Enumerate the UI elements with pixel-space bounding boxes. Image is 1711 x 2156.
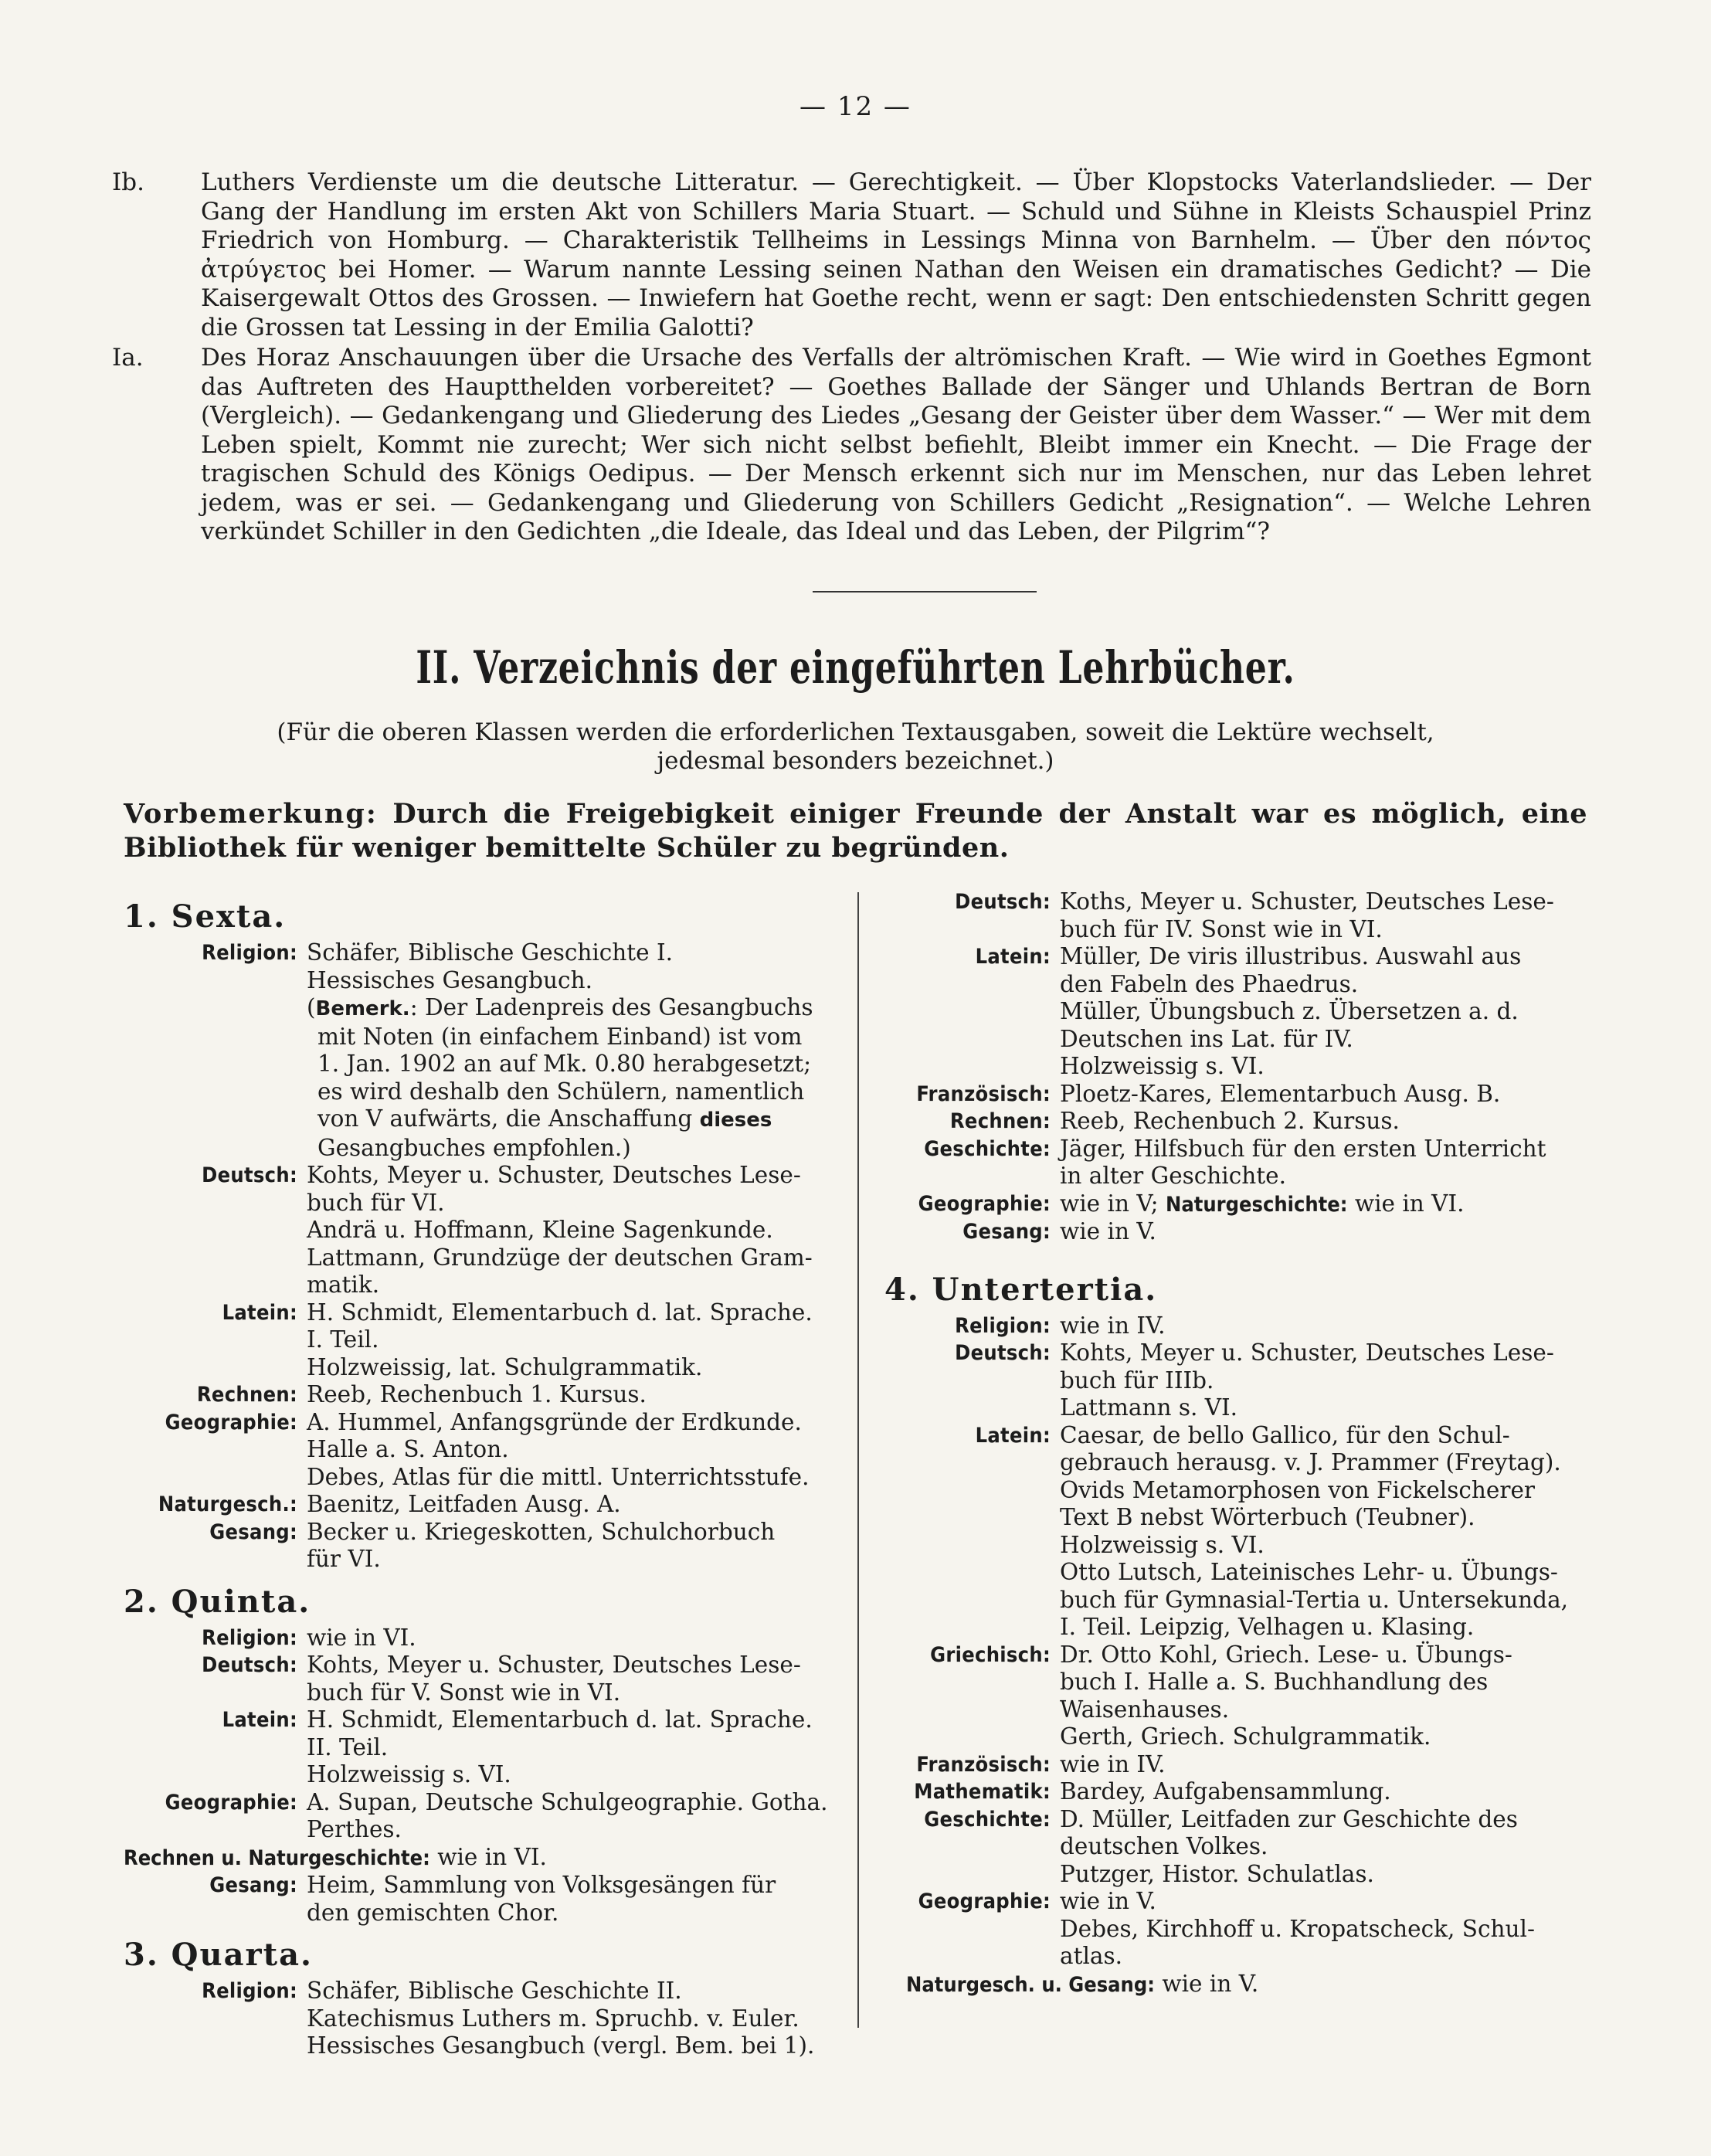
book-list	[307, 1491, 846, 1519]
preliminary-remark	[124, 797, 1587, 865]
book-line: atlas.	[1060, 1943, 1122, 1969]
book-line: Kohts, Meyer u. Schuster, Deutsches Lese-	[307, 1162, 801, 1188]
subject-entry	[884, 943, 1591, 1081]
book-line: wie in IV.	[1060, 1750, 1166, 1777]
subject-entry	[124, 1789, 846, 1844]
book-line: Ploetz-Kares, Elementarbuch Ausg. B.	[1060, 1080, 1501, 1107]
book-line: Katechismus Luthers m. Spruchb. v. Euler.	[307, 2005, 799, 2032]
subject-label: Latein:	[975, 1423, 1051, 1448]
subject-label: Deutsch:	[955, 890, 1051, 914]
subject-entry	[884, 888, 1591, 943]
book-line: Deutschen ins Lat. für IV.	[1060, 1025, 1353, 1052]
book-line: buch für VI.	[307, 1189, 445, 1216]
subtitle-line: jedesmal besonders bezeichnet.)	[657, 747, 1054, 775]
book-line: D. Müller, Leitfaden zur Geschichte des	[1060, 1805, 1518, 1832]
subject-label: Deutsch:	[202, 1653, 297, 1677]
subject-entry	[124, 1409, 846, 1492]
book-line: Dr. Otto Kohl, Griech. Lese- u. Übungs-	[1060, 1641, 1512, 1668]
book-list	[1060, 1312, 1591, 1340]
book-line: H. Schmidt, Elementarbuch d. lat. Sprache.	[307, 1299, 813, 1326]
book-line: Jäger, Hilfsbuch für den ersten Unterricht	[1060, 1135, 1546, 1162]
class-label: Ia.	[112, 344, 144, 372]
book-line: Reeb, Rechenbuch 2. Kursus.	[1060, 1108, 1400, 1134]
subject-label: Religion:	[202, 941, 297, 965]
book-text: wie in V.	[1162, 1970, 1259, 1997]
book-list	[1060, 1422, 1591, 1642]
book-line: den Fabeln des Phaedrus.	[1060, 970, 1359, 997]
book-line: Gerth, Griech. Schulgrammatik.	[1060, 1723, 1431, 1750]
subject-label: Naturgeschichte:	[1166, 1192, 1348, 1217]
subject-entry	[124, 1652, 846, 1706]
book-line: buch für IIIb.	[1060, 1367, 1214, 1394]
book-list	[1060, 943, 1591, 1081]
subject-entry	[884, 1971, 1591, 1999]
essay-topics-ib	[112, 168, 1591, 342]
book-line: Kohts, Meyer u. Schuster, Deutsches Lese-	[1060, 1339, 1554, 1366]
book-text: wie in VI.	[437, 1843, 547, 1870]
note-text: von V aufwärts, die Anschaffung	[317, 1105, 700, 1132]
book-list	[1060, 1888, 1591, 1971]
subject-entry	[124, 1491, 846, 1519]
subject-label: Rechnen:	[196, 1383, 297, 1407]
subject-label: Geographie:	[918, 1191, 1051, 1216]
subject-label: Griechisch:	[930, 1642, 1051, 1667]
book-list	[307, 1872, 846, 1927]
book-list	[307, 1299, 846, 1382]
subject-entry	[124, 1872, 846, 1927]
section-subtitle	[193, 718, 1518, 776]
book-line: Holzweissig s. VI.	[307, 1761, 511, 1788]
note-line: 1. Jan. 1902 an auf Mk. 0.80 herabgesetzt;	[317, 1051, 812, 1077]
book-list	[124, 1844, 846, 1872]
subject-label: Religion:	[202, 1625, 297, 1650]
book-list	[1060, 1190, 1591, 1219]
book-line: Holzweissig s. VI.	[1060, 1531, 1265, 1558]
book-text: wie in VI.	[1347, 1190, 1465, 1217]
note-label: Bemerk.	[315, 997, 410, 1020]
book-list	[307, 1162, 846, 1299]
book-line: Hessisches Gesangbuch.	[307, 966, 592, 993]
subject-entry	[884, 1806, 1591, 1889]
book-line: wie in V.	[1060, 1218, 1156, 1244]
book-line: Heim, Sammlung von Volksgesängen für	[307, 1872, 776, 1898]
book-line: Debes, Atlas für die mittl. Unterrichtsstufe.	[307, 1463, 810, 1490]
note-text: : Der Ladenpreis des Gesangbuchs	[409, 994, 813, 1020]
book-list	[307, 1652, 846, 1706]
book-line: Ovids Metamorphosen von Fickelscherer	[1060, 1476, 1536, 1503]
subject-label: Religion:	[955, 1313, 1051, 1338]
subject-label: Französisch:	[916, 1081, 1051, 1106]
book-line: wie in IV.	[1060, 1312, 1166, 1339]
book-line: Müller, De viris illustribus. Auswahl aus	[1060, 943, 1522, 969]
subject-label: Geographie:	[918, 1889, 1051, 1913]
book-line: Putzger, Histor. Schulatlas.	[1060, 1860, 1374, 1887]
book-line: den gemischten Chor.	[307, 1899, 559, 1926]
essay-topics	[112, 168, 1591, 548]
book-line: Müller, Übungsbuch z. Übersetzen a. d.	[1060, 998, 1519, 1024]
book-list	[307, 1409, 846, 1492]
subject-label: Naturgesch.:	[158, 1492, 297, 1516]
subject-label: Rechnen:	[949, 1109, 1051, 1133]
book-list	[307, 1789, 846, 1844]
book-line: Schäfer, Biblische Geschichte I.	[307, 939, 674, 966]
book-list	[307, 1978, 846, 2060]
subject-label: Deutsch:	[202, 1163, 297, 1187]
subject-entry	[884, 1136, 1591, 1190]
remark-text: Durch die Freigebigkeit einiger Freunde der Anstalt war es möglich, eine Bibliothek für weniger bemittelte Schüler zu begründen.	[124, 798, 1588, 864]
subject-entry	[884, 1751, 1591, 1779]
book-line: H. Schmidt, Elementarbuch d. lat. Sprache.	[307, 1706, 813, 1733]
subject-entry	[124, 1844, 846, 1872]
section-title: II. Verzeichnis der eingeführten Lehrbücher.	[416, 641, 1295, 694]
subject-entry	[884, 1218, 1591, 1246]
book-list	[1060, 1339, 1591, 1422]
subject-entry	[124, 1162, 846, 1299]
subject-label: Mathematik:	[914, 1780, 1051, 1804]
subject-entry	[884, 1190, 1591, 1219]
book-list	[1060, 1642, 1591, 1751]
essay-topics-ia	[112, 344, 1591, 547]
grade-title-quinta: 2. Quinta.	[124, 1583, 311, 1620]
book-line: Reeb, Rechenbuch 1. Kursus.	[307, 1381, 647, 1407]
book-line: Hessisches Gesangbuch (vergl. Bem. bei 1).	[307, 2032, 815, 2059]
book-line: I. Teil.	[307, 1326, 379, 1353]
right-column	[884, 888, 1591, 1998]
note-line: es wird deshalb den Schülern, namentlich	[317, 1078, 805, 1105]
book-line: Caesar, de bello Gallico, für den Schul-	[1060, 1421, 1510, 1448]
book-line	[124, 1844, 846, 1872]
book-line: gebrauch herausg. v. J. Prammer (Freytag).	[1060, 1449, 1561, 1475]
book-line: Andrä u. Hoffmann, Kleine Sagenkunde.	[307, 1217, 773, 1243]
subject-entry	[124, 1706, 846, 1789]
book-list	[1060, 1081, 1591, 1109]
subject-label: Deutsch:	[955, 1341, 1051, 1365]
book-line: Schäfer, Biblische Geschichte II.	[307, 1978, 682, 2004]
book-line: Bardey, Aufgabensammlung.	[1060, 1778, 1391, 1805]
subject-entry	[884, 1312, 1591, 1340]
book-list	[1060, 1806, 1591, 1889]
subject-entry	[124, 1299, 846, 1382]
book-list	[1060, 1778, 1591, 1806]
subject-label: Geographie:	[165, 1410, 297, 1435]
class-label: Ib.	[112, 168, 144, 196]
book-line: Text B nebst Wörterbuch (Teubner).	[1060, 1504, 1475, 1530]
book-line: A. Hummel, Anfangsgründe der Erdkunde.	[307, 1408, 802, 1435]
subject-entry	[884, 1888, 1591, 1971]
page-number: — 12 —	[799, 91, 912, 122]
essay-text: Luthers Verdienste um die deutsche Litteratur. — Gerechtigkeit. — Über Klopstocks Vaterlandslieder. — Der Gang der Handlung im ersten Akt von Schillers Maria Stuart. — Schuld und Sühne in Kleists Schauspiel Prinz Friedrich von Homburg. — Charakteristik Tellheims in Lessings Minna von Barnhelm. — Über den πόντος ἀτρύγετος bei Homer. — Warum nannte Lessing seinen Nathan den Weisen ein dramatisches Gedicht? — Die Kaisergewalt Ottos des Grossen. — Inwiefern hat Goethe recht, wenn er sagt: Den entschiedensten Schritt gegen die Grossen tat Lessing in der Emilia Galotti?	[201, 168, 1591, 341]
book-list	[307, 1625, 846, 1652]
left-column	[124, 888, 846, 2060]
book-line: Kohts, Meyer u. Schuster, Deutsches Lese-	[307, 1652, 801, 1678]
subject-label: Rechnen u. Naturgeschichte:	[124, 1845, 430, 1870]
subject-entry	[884, 1422, 1591, 1642]
subject-entry	[884, 1778, 1591, 1806]
subject-entry	[884, 1081, 1591, 1109]
book-line: Debes, Kirchhoff u. Kropatscheck, Schul-	[1060, 1915, 1535, 1942]
subject-label: Latein:	[222, 1708, 297, 1732]
book-list	[307, 1519, 846, 1574]
book-list	[307, 1706, 846, 1789]
book-line: Lattmann s. VI.	[1060, 1394, 1238, 1421]
book-line: deutschen Volkes.	[1060, 1833, 1268, 1859]
grade-title-untertertia: 4. Untertertia.	[884, 1271, 1158, 1308]
essay-text: Des Horaz Anschauungen über die Ursache des Verfalls der altrömischen Kraft. — Wie wird in Goethes Egmont das Auftreten des Hauptthelden vorbereitet? — Goethes Ballade der Sänger und Uhlands Bertran de Born (Vergleich). — Gedankengang und Gliederung des Liedes „Gesang der Geister über dem Wasser.“ — Wer mit dem Leben spielt, Kommt nie zurecht; Wer sich nicht selbst befiehlt, Bleibt immer ein Knecht. — Die Frage der tragischen Schuld des Königs Oedipus. — Der Mensch erkennt sich nur im Menschen, nur das Leben lehret jedem, was er sei. — Gedankengang und Gliederung von Schillers Gedicht „Resignation“. — Welche Lehren verkündet Schiller in den Gedichten „die Ideale, das Ideal und das Leben, der Pilgrim“?	[201, 344, 1591, 545]
book-list	[1060, 888, 1591, 943]
book-line: buch für V. Sonst wie in VI.	[307, 1679, 621, 1706]
book-line: Halle a. S. Anton.	[307, 1436, 509, 1462]
book-line	[906, 1971, 1591, 1999]
subject-label: Gesang:	[962, 1220, 1051, 1244]
book-line: II. Teil.	[307, 1733, 389, 1760]
book-line: buch I. Halle a. S. Buchhandlung des	[1060, 1669, 1489, 1695]
subject-entry	[124, 1978, 846, 2060]
book-line: A. Supan, Deutsche Schulgeographie. Gotha.	[307, 1788, 828, 1815]
subject-label: Latein:	[975, 945, 1051, 969]
subject-label: Geschichte:	[924, 1136, 1051, 1161]
book-list	[884, 1971, 1591, 1999]
book-line: Waisenhauses.	[1060, 1696, 1230, 1723]
book-list	[1060, 1108, 1591, 1136]
book-line: buch für Gymnasial-Tertia u. Untersekunda,	[1060, 1586, 1569, 1613]
subject-entry	[884, 1339, 1591, 1422]
note-line: mit Noten (in einfachem Einband) ist vom	[317, 1023, 803, 1050]
book-line: Baenitz, Leitfaden Ausg. A.	[307, 1491, 621, 1517]
book-line: Koths, Meyer u. Schuster, Deutsches Lese-	[1060, 888, 1554, 915]
note-line: (Bemerk.: Der Ladenpreis des Gesangbuchs	[307, 994, 813, 1020]
subject-label: Französisch:	[916, 1752, 1051, 1777]
book-line: Perthes.	[307, 1816, 402, 1842]
subject-label: Gesang:	[209, 1519, 297, 1544]
book-list	[307, 1381, 846, 1409]
subtitle-line: (Für die oberen Klassen werden die erforderlichen Textausgaben, soweit die Lektüre wechselt,	[277, 718, 1434, 746]
subject-entry	[884, 1642, 1591, 1751]
subject-entry	[124, 939, 846, 1162]
remark-label: Vorbemerkung:	[124, 798, 378, 830]
book-line: wie in VI.	[307, 1624, 416, 1651]
subject-label: Geschichte:	[924, 1807, 1051, 1832]
book-list	[1060, 1218, 1591, 1246]
grade-title-sexta: 1. Sexta.	[124, 898, 287, 935]
book-line: Otto Lutsch, Lateinisches Lehr- u. Übungs-	[1060, 1559, 1558, 1585]
book-line: wie in V.	[1060, 1888, 1156, 1914]
subject-label: Gesang:	[209, 1873, 297, 1897]
book-line: Lattmann, Grundzüge der deutschen Gram-	[307, 1244, 813, 1271]
book-line: Holzweissig, lat. Schulgrammatik.	[307, 1353, 703, 1380]
book-line: Becker u. Kriegeskotten, Schulchorbuch	[307, 1518, 776, 1545]
subject-entry	[884, 1108, 1591, 1136]
book-text: wie in V;	[1060, 1190, 1166, 1217]
subject-entry	[124, 1381, 846, 1409]
note-line	[307, 1105, 846, 1135]
subject-label: Latein:	[222, 1300, 297, 1325]
book-list	[1060, 1136, 1591, 1190]
book-line: in alter Geschichte.	[1060, 1163, 1286, 1189]
note-line: Gesangbuches empfohlen.)	[317, 1134, 631, 1161]
book-line: für VI.	[307, 1546, 381, 1572]
subject-entry	[124, 1625, 846, 1652]
book-list	[307, 939, 846, 1162]
book-line: Holzweissig s. VI.	[1060, 1053, 1265, 1079]
subject-label: Religion:	[202, 1979, 297, 2003]
book-line: I. Teil. Leipzig, Velhagen u. Klasing.	[1060, 1614, 1475, 1640]
subject-label: Geographie:	[165, 1790, 297, 1815]
grade-title-quarta: 3. Quarta.	[124, 1937, 313, 1973]
book-line: buch für IV. Sonst wie in VI.	[1060, 915, 1383, 942]
book-line	[1060, 1190, 1591, 1219]
column-divider	[857, 892, 859, 2028]
subject-label: Naturgesch. u. Gesang:	[906, 1972, 1155, 1997]
note-emphasis: dieses	[699, 1109, 772, 1132]
section-divider	[813, 591, 1037, 592]
book-list	[1060, 1751, 1591, 1779]
book-line: matik.	[307, 1272, 380, 1298]
subject-entry	[124, 1519, 846, 1574]
